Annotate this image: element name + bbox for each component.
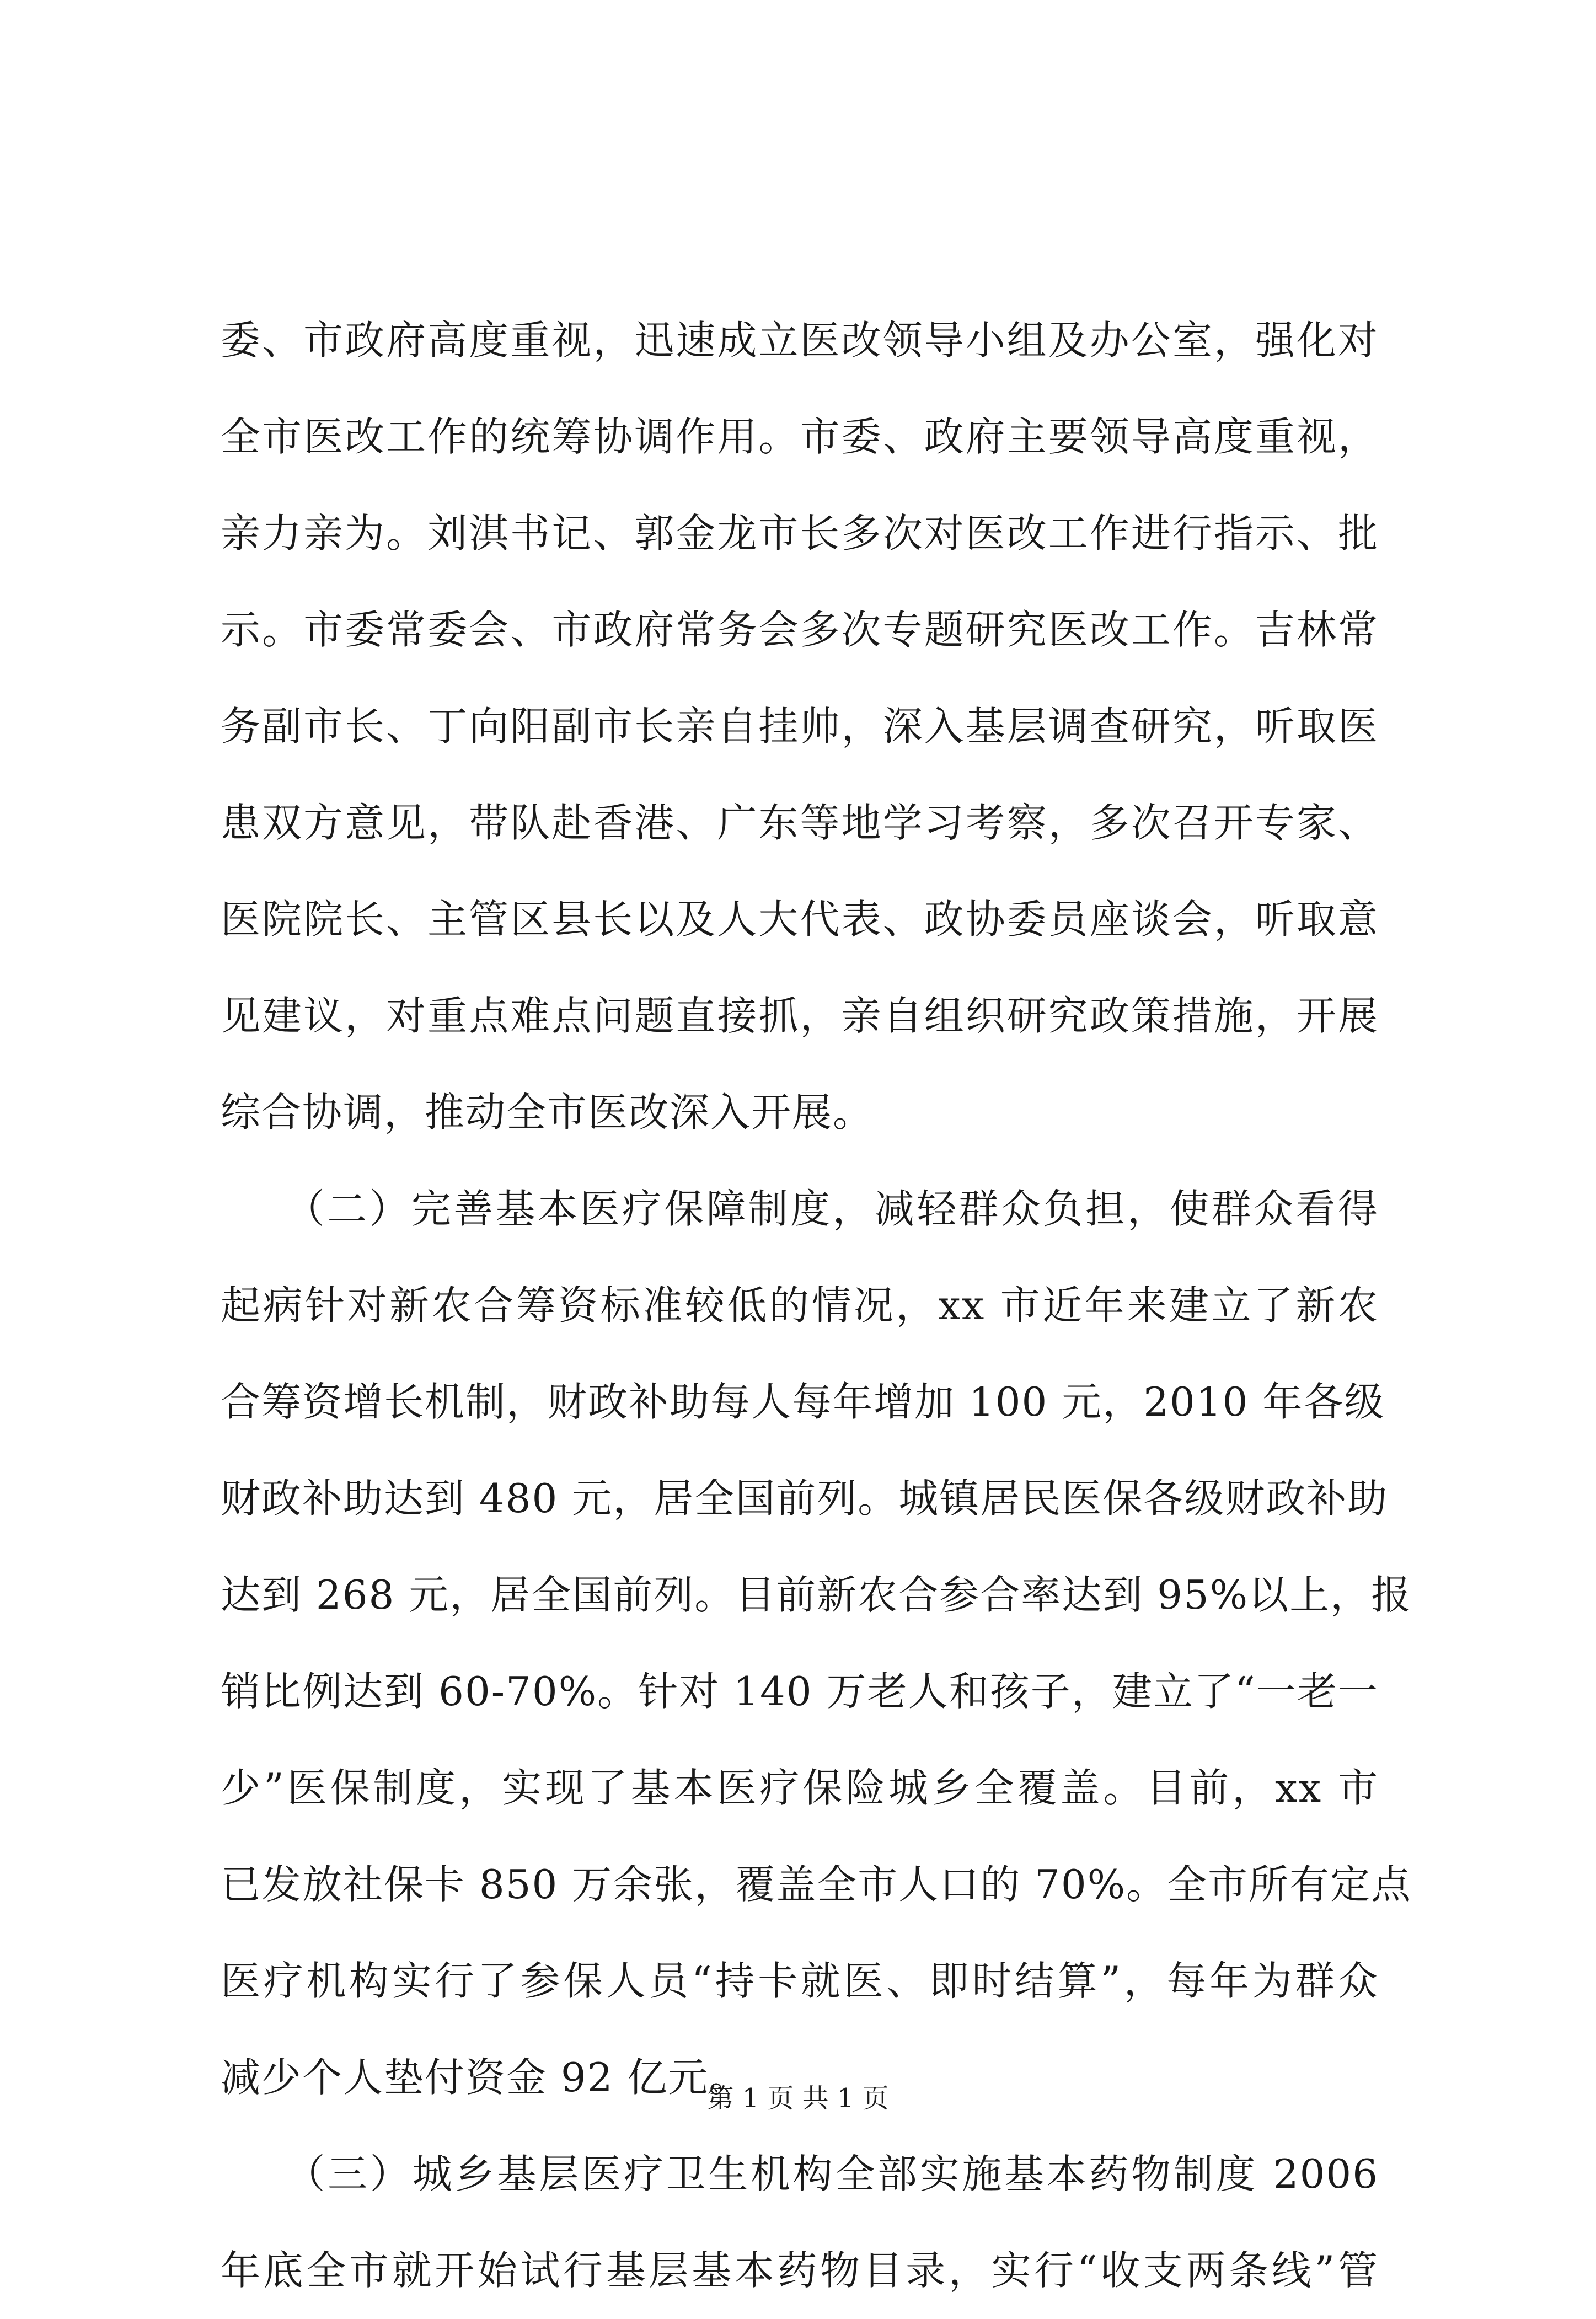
text-line: 务副市长、丁向阳副市长亲自挂帅，深入基层调查研究，听取医 (221, 703, 1379, 749)
text-line: 合筹资增长机制，财政补助每人每年增加 100 元，2010 年各级 (221, 1379, 1385, 1425)
text-line: 财政补助达到 480 元，居全国前列。城镇居民医保各级财政补助 (221, 1475, 1389, 1522)
text-line: 示。市委常委会、市政府常务会多次专题研究医改工作。吉林常 (221, 607, 1379, 653)
text-line: 见建议，对重点难点问题直接抓，亲自组织研究政策措施，开展 (221, 993, 1379, 1039)
page-number-footer: 第 1 页 共 1 页 (707, 2083, 889, 2114)
text-line: 年底全市就开始试行基层基本药物目录，实行“收支两条线”管 (221, 2247, 1379, 2294)
text-line: 减少个人垫付资金 92 亿元。 (221, 2054, 750, 2101)
body-text (221, 292, 1412, 2319)
text-line: 亲力亲为。刘淇书记、郭金龙市长多次对医改工作进行指示、批 (221, 510, 1379, 556)
text-line: 销比例达到 60-70%。针对 140 万老人和孩子，建立了“一老一 (221, 1668, 1379, 1715)
text-line: 委、市政府高度重视，迅速成立医改领导小组及办公室，强化对 (221, 317, 1379, 363)
text-line: 起病针对新农合筹资标准较低的情况，xx 市近年来建立了新农 (221, 1282, 1379, 1329)
text-line: 全市医改工作的统筹协调作用。市委、政府主要领导高度重视， (221, 414, 1379, 460)
text-line: 已发放社保卡 850 万余张，覆盖全市人口的 70%。全市所有定点 (221, 1861, 1412, 1908)
text-line: 少”医保制度，实现了基本医疗保险城乡全覆盖。目前，xx 市 (221, 1765, 1379, 1811)
text-line: 达到 268 元，居全国前列。目前新农合参合率达到 95%以上，报 (221, 1572, 1412, 1618)
text-line: 医院院长、主管区县长以及人大代表、政协委员座谈会，听取意 (221, 896, 1379, 942)
text-line: （三）城乡基层医疗卫生机构全部实施基本药物制度 2006 (221, 2151, 1379, 2197)
text-line: （二）完善基本医疗保障制度，减轻群众负担，使群众看得 (221, 1186, 1379, 1232)
text-line: 综合协调，推动全市医改深入开展。 (221, 1089, 874, 1136)
text-line: 医疗机构实行了参保人员“持卡就医、即时结算”，每年为群众 (221, 1958, 1379, 2004)
text-line: 患双方意见，带队赴香港、广东等地学习考察，多次召开专家、 (221, 800, 1379, 846)
